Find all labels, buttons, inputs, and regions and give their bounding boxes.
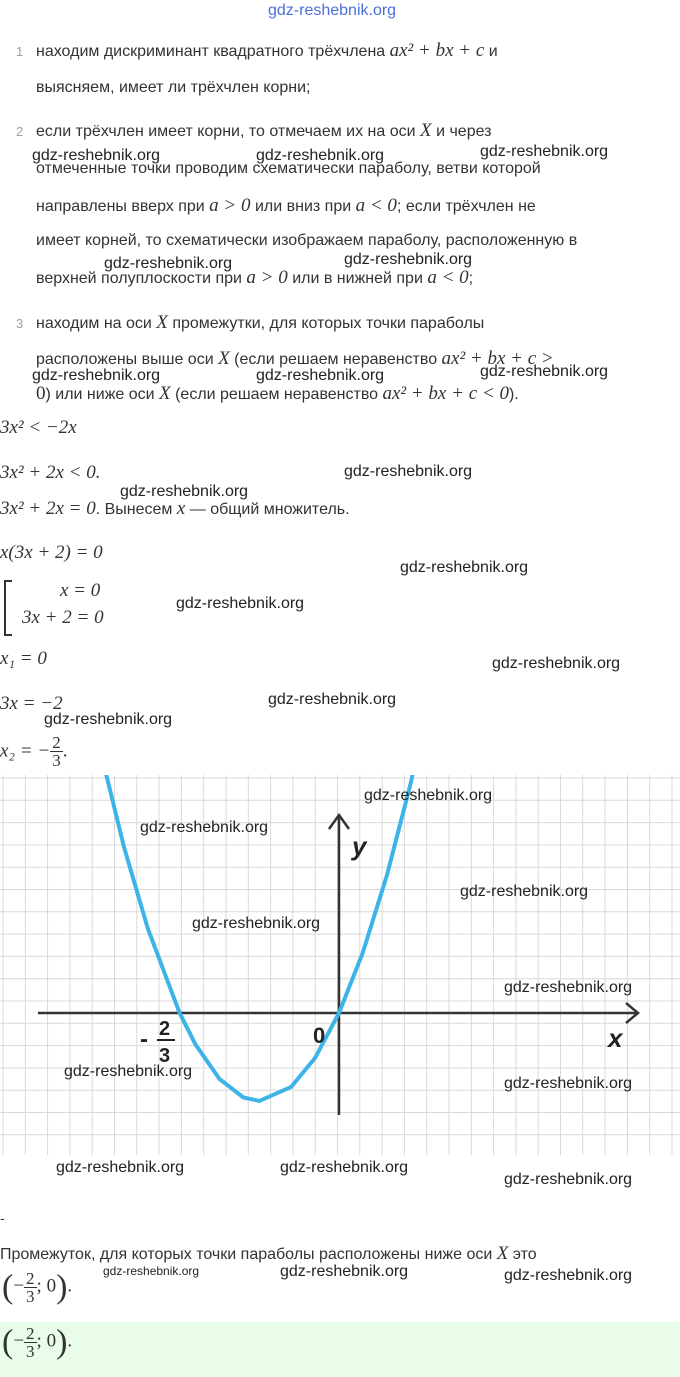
- fraction: $\frac{2}{3}$: [26, 1269, 35, 1306]
- watermark: gdz-reshebnik.org: [344, 463, 473, 480]
- text: ).: [508, 386, 519, 403]
- root-2: [0, 734, 67, 769]
- text: или вниз при: [250, 198, 356, 215]
- equation-inequality: 3x² < −2x: [0, 417, 77, 438]
- step-line: [36, 40, 498, 62]
- watermark: gdz-reshebnik.org: [344, 251, 473, 268]
- formula: ax² + bx + c: [389, 40, 485, 61]
- origin-label: 0: [313, 1023, 326, 1048]
- text: ; 0: [36, 1275, 57, 1297]
- system-bracket: [4, 580, 12, 636]
- equation-factor-note: [0, 498, 350, 520]
- formula: X: [420, 120, 432, 141]
- text: находим дискриминант квадратного трёхчлена: [36, 43, 390, 60]
- text: ; если трёхчлен не: [396, 198, 536, 215]
- root-label-den: 3: [159, 1045, 171, 1067]
- formula: x₂ = −: [0, 740, 51, 762]
- step-line: [36, 195, 536, 217]
- text: −: [13, 1330, 25, 1352]
- formula: X: [496, 1243, 509, 1264]
- step-line: [36, 267, 473, 289]
- watermark: gdz-reshebnik.org: [64, 1063, 193, 1080]
- step-line: отмеченные точки проводим схематически параболу, ветви которой: [36, 160, 541, 177]
- equation-factored: x(3x + 2) = 0: [0, 542, 103, 563]
- formula: 3x² + 2x = 0: [0, 498, 96, 519]
- text: — общий множитель.: [185, 501, 350, 518]
- x-axis-label: x: [608, 1023, 623, 1053]
- watermark: gdz-reshebnik.org: [192, 915, 321, 932]
- system-eq-2: 3x + 2 = 0: [22, 607, 104, 628]
- paren-close: ): [56, 1323, 68, 1361]
- watermark: gdz-reshebnik.org: [268, 691, 397, 708]
- step-line: [36, 312, 484, 334]
- paren-open: (: [2, 1323, 14, 1361]
- final-answer-box: [0, 1322, 680, 1377]
- text: ; 0: [36, 1330, 57, 1352]
- formula: ax² + bx + c >: [441, 348, 554, 369]
- final-answer-interval: [2, 1325, 72, 1360]
- fraction: $\frac{2}{3}$: [26, 1324, 35, 1361]
- root-1: x₁ = 0: [0, 648, 47, 669]
- text: (если решаем неравенство: [170, 386, 383, 403]
- text: расположены выше оси: [36, 351, 219, 368]
- text: .: [67, 1330, 73, 1352]
- text: это: [508, 1246, 537, 1263]
- top-watermark: gdz-reshebnik.org: [268, 2, 397, 19]
- watermark: gdz-reshebnik.org: [504, 979, 633, 996]
- fraction: $\frac{2}{3}$: [52, 733, 61, 770]
- paren-close: ): [56, 1268, 68, 1306]
- text: направлены вверх при: [36, 198, 210, 215]
- watermark: gdz-reshebnik.org: [120, 483, 249, 500]
- answer-text: [0, 1243, 537, 1265]
- watermark: gdz-reshebnik.org: [504, 1267, 633, 1284]
- watermark: gdz-reshebnik.org: [32, 367, 161, 384]
- text: .: [67, 1275, 73, 1297]
- watermark: gdz-reshebnik.org: [460, 883, 589, 900]
- text: если трёхчлен имеет корни, то отмечаем их на оси: [36, 123, 421, 140]
- formula: a < 0: [355, 195, 397, 216]
- formula: ax² + bx + c < 0: [382, 383, 509, 404]
- paren-open: (: [2, 1268, 14, 1306]
- text: находим на оси: [36, 315, 157, 332]
- step-line: имеет корней, то схематически изображаем параболу, расположенную в: [36, 232, 578, 249]
- formula: a > 0: [209, 195, 251, 216]
- separator-dash: -: [0, 1210, 5, 1226]
- step-line: [36, 383, 519, 405]
- formula: 0: [36, 383, 46, 404]
- step-line: [36, 120, 491, 142]
- formula: x: [176, 498, 186, 519]
- watermark: gdz-reshebnik.org: [480, 363, 609, 380]
- watermark: gdz-reshebnik.org: [256, 147, 385, 164]
- watermark: gdz-reshebnik.org: [364, 787, 493, 804]
- watermark: gdz-reshebnik.org: [480, 143, 609, 160]
- watermark: gdz-reshebnik.org: [140, 819, 269, 836]
- text: верхней полуплоскости при: [36, 270, 247, 287]
- text: и через: [431, 123, 492, 140]
- formula: a < 0: [427, 267, 469, 288]
- step-number: 3: [16, 316, 24, 331]
- equation-linear: 3x = −2: [0, 693, 63, 714]
- text: ) или ниже оси: [45, 386, 160, 403]
- text: .: [62, 740, 68, 762]
- watermark: gdz-reshebnik.org: [104, 255, 233, 272]
- text: ;: [468, 270, 474, 287]
- watermark: gdz-reshebnik.org: [176, 595, 305, 612]
- step-line: выясняем, имеет ли трёхчлен корни;: [36, 79, 311, 96]
- y-axis-label: y: [352, 831, 367, 861]
- answer-interval: [2, 1270, 72, 1305]
- watermark: gdz-reshebnik.org: [492, 655, 621, 672]
- step-number: 1: [16, 44, 24, 59]
- text: и: [484, 43, 498, 60]
- text: или в нижней при: [287, 270, 428, 287]
- watermark: gdz-reshebnik.org: [400, 559, 529, 576]
- formula: X: [218, 348, 230, 369]
- text: (если решаем неравенство: [229, 351, 442, 368]
- watermark: gdz-reshebnik.org: [280, 1159, 409, 1176]
- step-number: 2: [16, 124, 24, 139]
- watermark: gdz-reshebnik.org: [56, 1159, 185, 1176]
- formula: a > 0: [246, 267, 288, 288]
- watermark: gdz-reshebnik.org: [32, 147, 161, 164]
- formula: X: [159, 383, 171, 404]
- watermark: gdz-reshebnik.org: [256, 367, 385, 384]
- watermark: gdz-reshebnik.org: [44, 711, 173, 728]
- text: промежутки, для которых точки параболы: [167, 315, 485, 332]
- root-label-minus: -: [140, 1026, 148, 1053]
- text: −: [13, 1275, 25, 1297]
- text: . Вынесем: [95, 501, 177, 518]
- text: Промежуток, для которых точки параболы расположены ниже оси: [0, 1246, 497, 1263]
- equation-moved: 3x² + 2x < 0.: [0, 462, 101, 483]
- watermark: gdz-reshebnik.org: [103, 1264, 200, 1278]
- watermark: gdz-reshebnik.org: [280, 1263, 409, 1280]
- parabola-graph: [0, 775, 680, 1155]
- formula: X: [156, 312, 168, 333]
- root-label-num: 2: [159, 1018, 171, 1040]
- watermark: gdz-reshebnik.org: [504, 1171, 633, 1188]
- watermark: gdz-reshebnik.org: [504, 1075, 633, 1092]
- system-eq-1: x = 0: [60, 580, 101, 601]
